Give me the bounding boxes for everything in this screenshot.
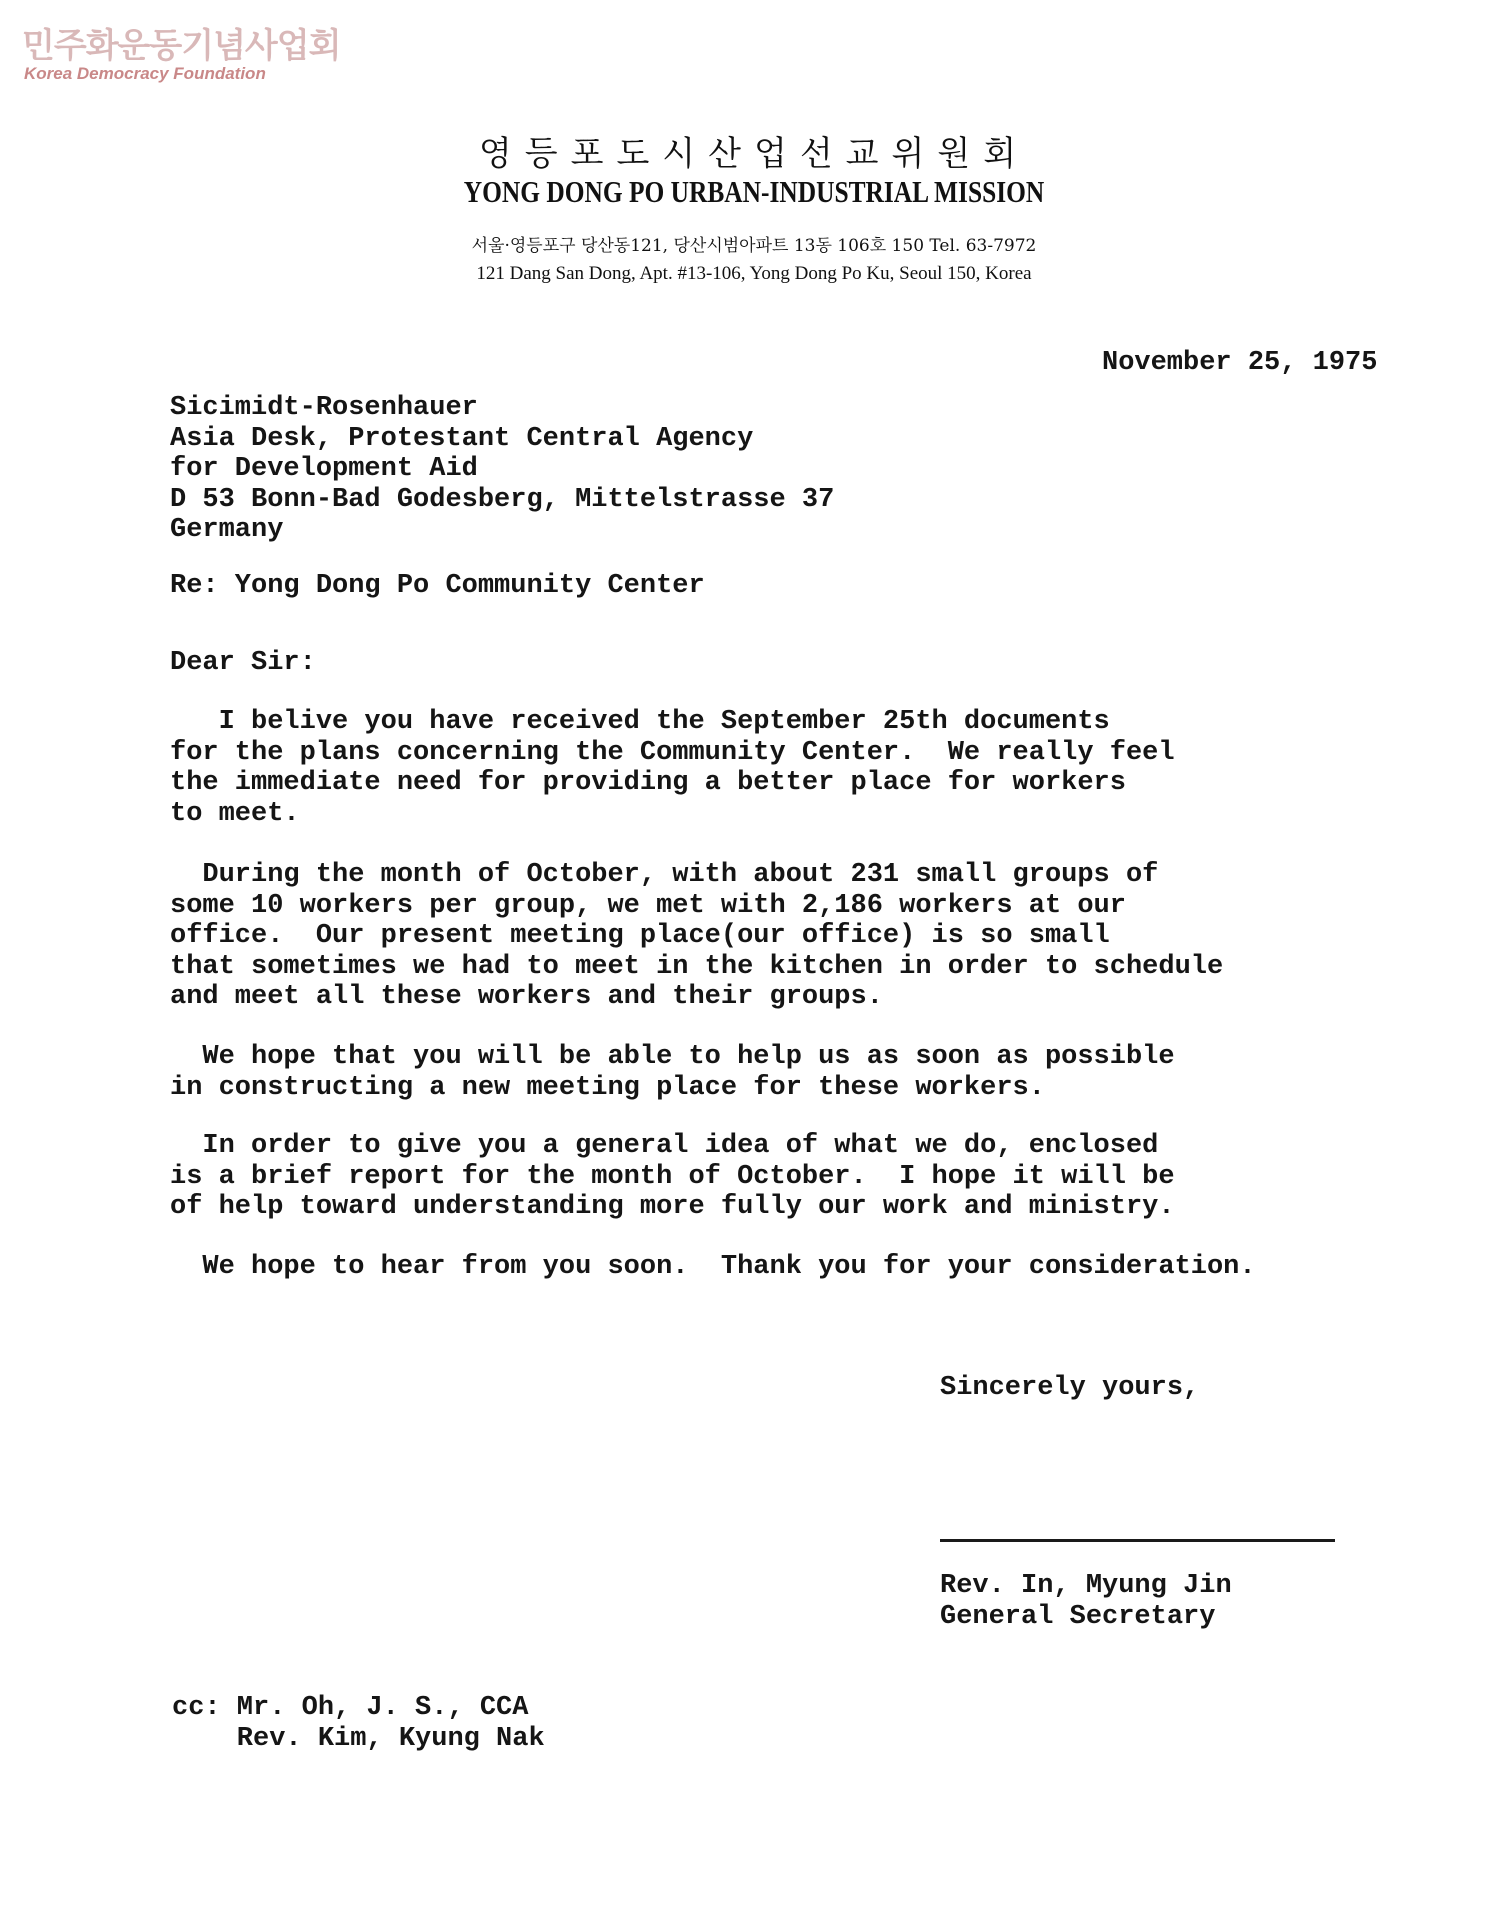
paragraph-line: During the month of October, with about 231 small groups of bbox=[170, 860, 1159, 890]
recipient-address bbox=[170, 393, 834, 546]
letterhead-korean-name: 영등포도시산업선교위원회 bbox=[478, 134, 1030, 174]
cc-list bbox=[172, 1693, 545, 1754]
letterhead-address-english: 121 Dang San Dong, Apt. #13-106, Yong Dong Po Ku, Seoul 150, Korea bbox=[476, 263, 1032, 284]
watermark-korean: 민주화운동기념사업회 bbox=[22, 26, 341, 66]
letterhead-english-name: YONG DONG PO URBAN-INDUSTRIAL MISSION bbox=[463, 174, 1045, 209]
closing: Sincerely yours, bbox=[940, 1373, 1200, 1403]
watermark-english: Korea Democracy Foundation bbox=[24, 64, 266, 83]
paragraph-line: is a brief report for the month of October. I hope it will be bbox=[170, 1161, 1175, 1192]
paragraph-line: office. Our present meeting place(our office) is so small bbox=[170, 921, 1110, 951]
body-paragraph bbox=[170, 707, 1175, 829]
paragraph-line: that sometimes we had to meet in the kitchen in order to schedule bbox=[170, 951, 1224, 982]
salutation: Dear Sir: bbox=[170, 648, 316, 678]
paragraph-line: We hope to hear from you soon. Thank you for your consideration. bbox=[170, 1252, 1256, 1282]
paragraph-line: in constructing a new meeting place for these workers. bbox=[170, 1072, 1045, 1103]
paragraph-line: of help toward understanding more fully our work and ministry. bbox=[170, 1192, 1175, 1222]
letterhead-address-korean: 서울·영등포구 당산동121, 당산시범아파트 13동 106호 150 Tel. 63-7972 bbox=[471, 236, 1037, 256]
cc-line: Rev. Kim, Kyung Nak bbox=[172, 1723, 545, 1754]
signer-name: Rev. In, Myung Jin bbox=[940, 1571, 1232, 1601]
paragraph-line: for the plans concerning the Community Center. We really feel bbox=[170, 737, 1175, 768]
recipient-line: for Development Aid bbox=[170, 454, 478, 484]
paragraph-line: We hope that you will be able to help us as soon as possible bbox=[170, 1042, 1175, 1072]
body-paragraph bbox=[170, 1042, 1175, 1103]
body-paragraph bbox=[170, 1252, 1256, 1283]
paragraph-line: some 10 workers per group, we met with 2,186 workers at our bbox=[170, 890, 1126, 921]
recipient-line: Sicimidt-Rosenhauer bbox=[170, 393, 478, 423]
paragraph-line: the immediate need for providing a better place for workers bbox=[170, 768, 1126, 798]
body-paragraph bbox=[170, 860, 1223, 1013]
signer-title: General Secretary bbox=[940, 1601, 1216, 1632]
paragraph-line: to meet. bbox=[170, 798, 300, 829]
subject-line: Re: Yong Dong Po Community Center bbox=[170, 571, 705, 601]
letter-date: November 25, 1975 bbox=[1102, 348, 1378, 378]
signature-line bbox=[940, 1539, 1335, 1542]
cc-line: cc: Mr. Oh, J. S., CCA bbox=[172, 1693, 529, 1723]
recipient-line: Germany bbox=[170, 515, 284, 545]
paragraph-line: and meet all these workers and their groups. bbox=[170, 982, 883, 1012]
recipient-line: Asia Desk, Protestant Central Agency bbox=[170, 423, 754, 454]
paragraph-line: I belive you have received the September 25th documents bbox=[170, 707, 1110, 737]
body-paragraph bbox=[170, 1131, 1175, 1223]
signer-block bbox=[940, 1571, 1232, 1632]
recipient-line: D 53 Bonn-Bad Godesberg, Mittelstrasse 37 bbox=[170, 484, 835, 515]
paragraph-line: In order to give you a general idea of what we do, enclosed bbox=[170, 1131, 1159, 1161]
